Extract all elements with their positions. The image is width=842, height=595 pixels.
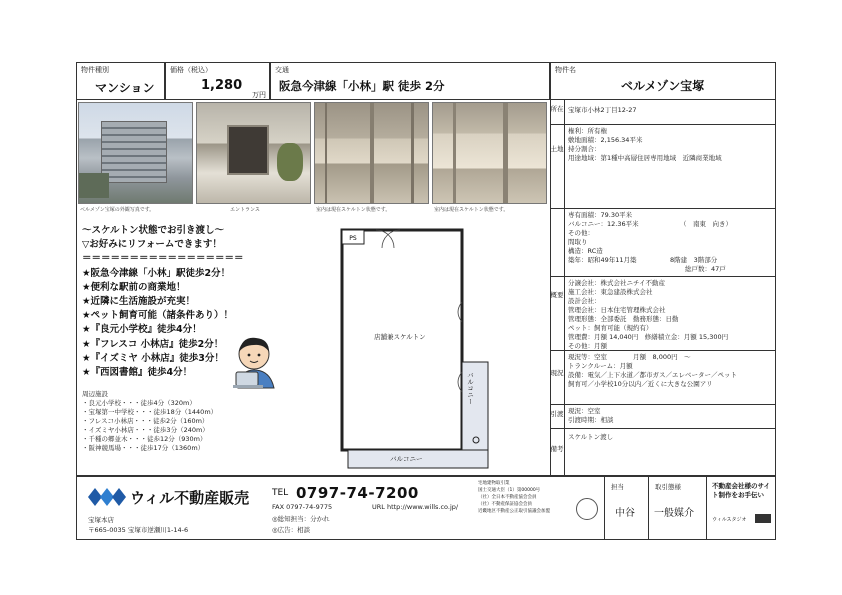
overview-block	[568, 279, 728, 351]
price-cell	[165, 62, 270, 100]
promo-line: ▽お好みにリフォームできます！	[82, 239, 222, 251]
company-name: ウィル不動産販売	[130, 489, 250, 507]
floor-plan	[330, 222, 530, 474]
surroundings-block	[82, 390, 217, 453]
surroundings-item: ・良元小学校・・・徒歩4分（320m）	[82, 399, 196, 407]
photo-caption-3: 室内は現在スケルトン状態です。	[316, 207, 391, 213]
tel-number[interactable]: 0797-74-7200	[296, 484, 419, 502]
surroundings-title: 周辺施設	[82, 390, 108, 398]
remarks-value: スケルトン渡し	[568, 433, 614, 441]
row-divider	[550, 404, 776, 405]
company-address: 〒665-0035 宝塚市逆瀬川1-14-6	[88, 526, 189, 534]
surroundings-item: ・千種の郷並木・・・徒歩12分（930m）	[82, 435, 207, 443]
building-row: 築年：昭和49年11月築	[568, 256, 637, 264]
photo-entrance	[196, 102, 311, 204]
land-row: 用途地域：第1種中高層住居専用地域 近隣商業地域	[568, 154, 722, 162]
floorplan-room-label: 店舗兼スケルトン	[374, 333, 426, 341]
notice-sub: ウィルスタジオ	[712, 517, 747, 523]
current-row: 現況等：空室 月額 8,000円 〜	[568, 353, 691, 361]
agent-cell	[604, 476, 648, 540]
promo-line: ★『西図書館』徒歩4分！	[82, 367, 193, 379]
location-value: 宝塚市小林2丁目12-27	[568, 106, 637, 114]
promo-line: ★便利な駅前の商業地！	[82, 281, 186, 293]
row-divider	[550, 350, 776, 351]
overview-row: 管理会社：日本住宅管理株式会社	[568, 306, 666, 314]
promo-line: ★ペット飼育可能（諸条件あり）！	[82, 310, 234, 322]
notice-text: 不動産会社様のサイト制作をお手伝い	[712, 482, 771, 499]
access-label: 交通	[275, 66, 289, 74]
overview-row: ペット：飼育可能（規約有）	[568, 324, 653, 332]
svg-text:PS: PS	[349, 235, 357, 242]
person-illustration	[232, 332, 290, 390]
deal-type-cell	[648, 476, 706, 540]
remarks-tab: 備考	[550, 445, 564, 453]
location-tab: 所在	[550, 105, 564, 113]
notice-cell	[706, 476, 776, 540]
license-line: 宅地建物取引業	[478, 481, 510, 486]
access-cell	[270, 62, 550, 100]
deal-row: 現況：空室	[568, 407, 601, 415]
photo-interior-2	[432, 102, 547, 204]
overview-row: 設計会社：	[568, 297, 601, 305]
deal-type-value: 一般媒介	[654, 508, 694, 519]
current-row: 飼育可／小学校10分以内／近くに大きな公園アリ	[568, 380, 713, 388]
promo-line: ＝＝＝＝＝＝＝＝＝＝＝＝＝＝＝＝＝	[82, 253, 244, 265]
current-block	[568, 353, 737, 389]
surroundings-item: ・フレスコ小林店・・・徒歩2分（160m）	[82, 417, 209, 425]
overview-row: 管理費：月額 14,040円 修繕積立金：月額 15,300円	[568, 333, 729, 341]
overview-row: 管理形態：全部委託 勤務形態：日勤	[568, 315, 679, 323]
name-value: ベルメゾン宝塚	[621, 79, 705, 93]
type-value: マンション	[95, 81, 155, 95]
access-value: 阪急今津線「小林」駅 徒歩 2分	[279, 79, 445, 93]
notice-logo	[755, 514, 771, 523]
row-divider	[550, 428, 776, 429]
tel-label: TEL	[272, 488, 289, 498]
total-units-value: 総戸数：47戸	[685, 265, 726, 273]
building-row: 専有面積：79.30平米	[568, 211, 633, 219]
price-unit: 万円	[252, 91, 266, 99]
overview-row: その他：月額	[568, 342, 607, 350]
price-value: 1,280	[201, 78, 243, 93]
current-row: トランクルーム：月額	[568, 362, 633, 370]
surroundings-item: ・イズミヤ小林店・・・徒歩3分（240m）	[82, 426, 209, 434]
current-tab: 現況	[550, 369, 564, 377]
surroundings-item: ・阪神競馬場・・・徒歩17分（1360m）	[82, 444, 205, 452]
name-label: 物件名	[555, 66, 576, 74]
company-branch: 宝塚本店	[88, 516, 114, 524]
promo-line: ★『イズミヤ 小林店』徒歩3分！	[82, 352, 224, 364]
promo-line: ★近隣に生活施設が充実！	[82, 296, 196, 308]
floorplan-balcony-side: バルコニー	[466, 372, 474, 405]
license-line: 国土交通大臣（1）第00000号	[478, 488, 541, 493]
building-row: バルコニー：12.36平米	[568, 220, 639, 228]
surroundings-item: ・宝塚第一中学校・・・徒歩18分（1440m）	[82, 408, 218, 416]
overview-row: 分譲会社：株式会社ニチイ不動産	[568, 279, 666, 287]
land-row: 権利：所有権	[568, 127, 607, 135]
overview-row: 施工会社：東急建設株式会社	[568, 288, 653, 296]
overview-tab: 概要	[550, 291, 564, 299]
agent-value: 中谷	[615, 508, 635, 519]
land-tab: 土地	[550, 145, 564, 153]
land-block	[568, 127, 722, 163]
agent-label: 担当	[611, 483, 624, 491]
direction-value: （ 南東 向き）	[680, 220, 732, 228]
photo-exterior	[78, 102, 193, 204]
land-row: 敷地面積：2,156.34平米	[568, 136, 643, 144]
promo-line: ★阪急今津線「小林」駅徒歩2分！	[82, 267, 231, 279]
type-cell	[76, 62, 165, 100]
details-tab-column	[564, 100, 565, 476]
photo-caption-4: 室内は現在スケルトン状態です。	[434, 207, 509, 213]
building-row: その他：	[568, 229, 594, 237]
floorplan-balcony-bottom: バルコニー	[390, 455, 423, 463]
row-divider	[550, 124, 776, 125]
website-url[interactable]: URL http://www.wills.co.jp/	[372, 503, 459, 511]
company-logo	[86, 486, 128, 508]
photo-caption-2: エントランス	[230, 207, 260, 213]
land-row: 持分割合：	[568, 145, 601, 153]
promo-line: 〜スケルトン状態でお引き渡し〜	[82, 225, 225, 236]
promo-block	[82, 224, 244, 380]
ad-note: ◎広告：相談	[272, 526, 311, 534]
photo-caption-1: ベルメゾン宝塚の外観写真です。	[80, 207, 155, 213]
license-line: （社）不動産保証協会会員	[478, 502, 532, 507]
deal-row: 引渡時期：相談	[568, 416, 614, 424]
row-divider	[550, 276, 776, 277]
current-row: 設備：電気／上下水道／都市ガス／エレベーター／ペット	[568, 371, 737, 379]
license-line: 近畿地区不動産公正取引協議会加盟	[478, 509, 550, 514]
building-row: 構造：RC造	[568, 247, 603, 255]
floors-value: 8階建 3階部分	[670, 256, 718, 264]
type-label: 物件種別	[81, 66, 109, 74]
promo-line: ★『良元小学校』徒歩4分！	[82, 324, 202, 336]
association-emblem	[576, 498, 598, 520]
name-cell	[550, 62, 776, 100]
deal-tab: 引渡	[550, 410, 564, 418]
price-label: 価格（税込）	[170, 66, 212, 74]
license-line: （社）全日本不動産協会会員	[478, 495, 537, 500]
fax-number: FAX 0797-74-9775	[272, 503, 333, 511]
deal-block	[568, 407, 614, 425]
deal-type-label: 取引態様	[655, 483, 681, 491]
contact-person: ◎総知担当：分かれ	[272, 515, 330, 523]
building-block	[568, 211, 639, 265]
row-divider	[550, 208, 776, 209]
photo-interior-1	[314, 102, 429, 204]
building-row: 間取り	[568, 238, 588, 246]
promo-line: ★『フレスコ 小林店』徒歩2分！	[82, 338, 224, 350]
